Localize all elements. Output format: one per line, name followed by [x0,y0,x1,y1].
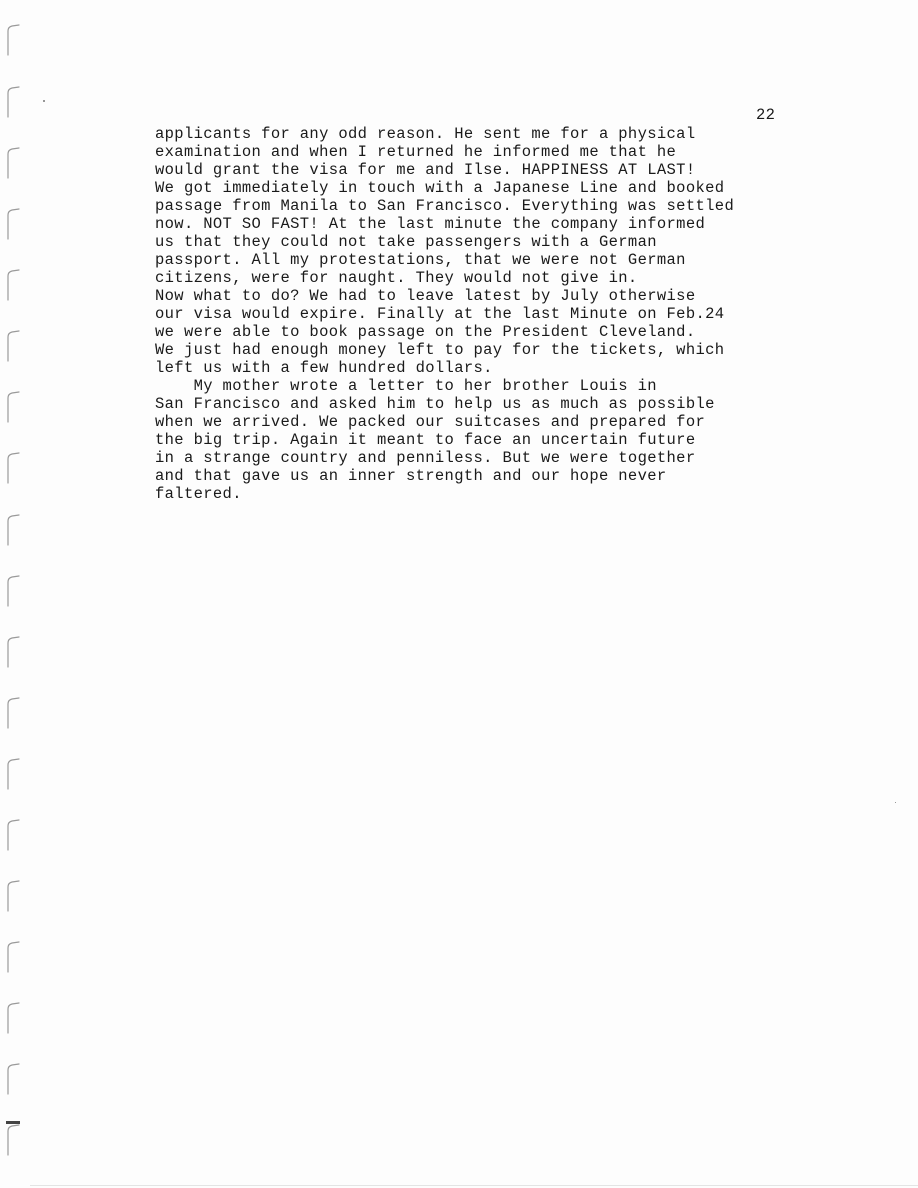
typed-body-text [155,125,855,503]
text-line: would grant the visa for me and Ilse. HAPPINESS AT LAST! [155,161,696,179]
text-line: our visa would expire. Finally at the last Minute on Feb.24 [155,305,725,323]
text-line: Now what to do? We had to leave latest by July otherwise [155,287,696,305]
text-line: when we arrived. We packed our suitcases and prepared for [155,413,706,431]
text-line: My mother wrote a letter to her brother Louis in [155,377,657,395]
binding-hole-marks [0,0,30,1188]
text-line: We got immediately in touch with a Japanese Line and booked [155,179,725,197]
text-line: applicants for any odd reason. He sent me for a physical [155,125,696,143]
text-line: passage from Manila to San Francisco. Everything was settled [155,197,735,215]
text-line: the big trip. Again it meant to face an uncertain future [155,431,696,449]
text-line: San Francisco and asked him to help us as much as possible [155,395,715,413]
text-line: left us with a few hundred dollars. [155,359,493,377]
text-line: and that gave us an inner strength and our hope never [155,467,667,485]
page-number: 22 [756,106,776,124]
text-line: us that they could not take passengers with a German [155,233,657,251]
text-line: citizens, were for naught. They would not give in. [155,269,638,287]
text-line: We just had enough money left to pay for the tickets, which [155,341,725,359]
text-line: now. NOT SO FAST! At the last minute the company informed [155,215,706,233]
text-line: in a strange country and penniless. But we were together [155,449,696,467]
text-line: examination and when I returned he informed me that he [155,143,677,161]
text-line: passport. All my protestations, that we were not German [155,251,686,269]
page-bottom-edge [30,1185,918,1186]
paper-speck [43,100,45,102]
text-line: we were able to book passage on the President Cleveland. [155,323,696,341]
paper-speck [895,802,896,803]
text-line: faltered. [155,485,242,503]
